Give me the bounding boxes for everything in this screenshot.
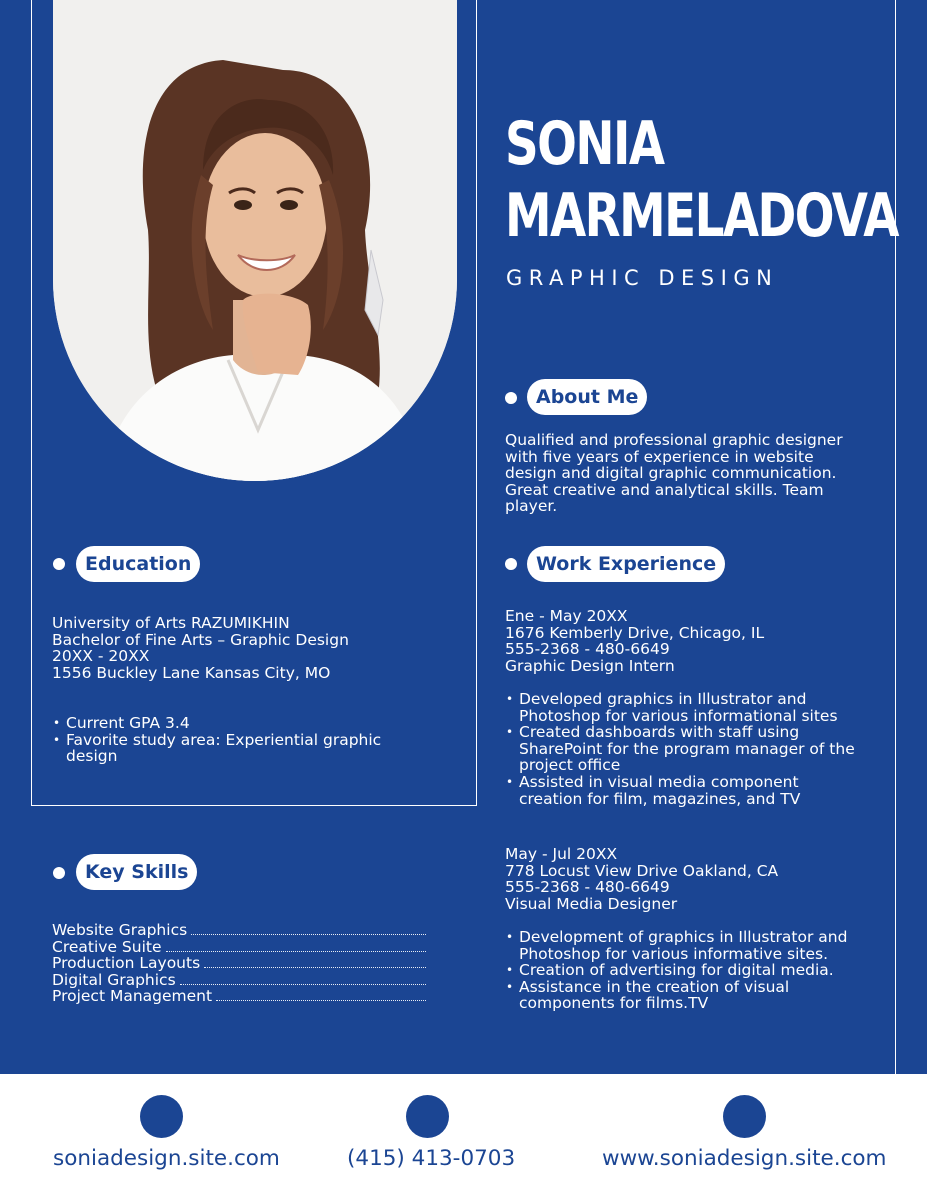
skills-list: [52, 922, 426, 1005]
education-line: Bachelor of Fine Arts – Graphic Design: [52, 630, 349, 649]
education-heading: Education: [76, 546, 200, 582]
list-item: [506, 724, 855, 774]
job-line: 555-2368 - 480-6649: [505, 640, 670, 659]
candidate-name: [505, 108, 898, 252]
about-line: player.: [505, 497, 558, 516]
dot-leader: [191, 923, 426, 935]
job-1-details: [505, 608, 764, 674]
about-line: design and digital graphic communication.: [505, 464, 837, 483]
footer-website-link[interactable]: soniadesign.site.com: [53, 1146, 280, 1171]
skill-row: [52, 972, 426, 989]
bullet-line: design: [66, 747, 118, 766]
profile-photo: [53, 0, 457, 481]
education-line: University of Arts RAZUMIKHIN: [52, 614, 290, 632]
job-line: 1676 Kemberly Drive, Chicago, IL: [505, 623, 765, 642]
education-details: [52, 615, 349, 681]
job-line: Visual Media Designer: [505, 894, 678, 913]
skill-label: Creative Suite: [52, 937, 162, 956]
education-bullet-dot: [53, 558, 65, 570]
skill-label: Project Management: [52, 987, 213, 1006]
bullet-line: creation for film, magazines, and TV: [519, 789, 801, 808]
bullet-line: • Created dashboards with staff using: [519, 723, 800, 742]
bullet-line: SharePoint for the program manager of the: [519, 739, 855, 758]
dot-leader: [166, 940, 427, 952]
job-line: 555-2368 - 480-6649: [505, 878, 670, 897]
job-1-bullets: [506, 691, 855, 807]
skill-row: [52, 988, 426, 1005]
skill-label: Digital Graphics: [52, 970, 176, 989]
dot-leader: [216, 989, 426, 1001]
footer-phone[interactable]: (415) 413-0703: [347, 1146, 516, 1171]
work-bullet-dot: [505, 558, 517, 570]
list-item: [506, 979, 847, 1012]
about-line: Great creative and analytical skills. Team: [505, 480, 824, 499]
bullet-line: project office: [519, 756, 621, 775]
skills-bullet-dot: [53, 867, 65, 879]
dot-leader: [204, 956, 426, 968]
globe-icon: [140, 1095, 183, 1138]
about-line: Qualified and professional graphic designer: [505, 431, 843, 449]
job-2-bullets: [506, 929, 847, 1012]
skill-label: Production Layouts: [52, 954, 201, 973]
education-bullets: [53, 715, 381, 765]
job-line: Graphic Design Intern: [505, 656, 675, 675]
job-line: May - Jul 20XX: [505, 845, 618, 863]
dot-leader: [180, 973, 426, 985]
bullet-line: • Assistance in the creation of visual: [519, 977, 790, 996]
candidate-role: GRAPHIC DESIGN: [506, 266, 779, 290]
list-item: [506, 774, 855, 807]
bullet-line: Photoshop for various informative sites.: [519, 944, 829, 963]
list-item: [53, 732, 381, 765]
bullet-line: • Favorite study area: Experiential graphic: [66, 730, 382, 749]
job-2-details: [505, 846, 778, 912]
bullet-line: Photoshop for various informational sites: [519, 706, 838, 725]
education-line: 1556 Buckley Lane Kansas City, MO: [52, 663, 331, 682]
skill-row: [52, 955, 426, 972]
bullet-line: • Development of graphics in Illustrator and: [519, 928, 848, 946]
education-line: 20XX - 20XX: [52, 647, 150, 666]
phone-icon: [406, 1095, 449, 1138]
skill-row: [52, 922, 426, 939]
list-item: [506, 929, 847, 962]
name-line-1: SONIA: [505, 109, 664, 179]
bullet-line: • Creation of advertising for digital media.: [519, 961, 834, 980]
list-item: [506, 962, 847, 979]
bullet-line: components for films.TV: [519, 994, 709, 1013]
bullet-line: • Assisted in visual media component: [519, 772, 799, 791]
about-text: [505, 432, 843, 515]
bullet-line: • Current GPA 3.4: [66, 714, 190, 732]
name-line-2: MARMELADOVA: [505, 181, 898, 251]
about-line: with five years of experience in website: [505, 447, 814, 466]
footer-website2-link[interactable]: www.soniadesign.site.com: [602, 1146, 887, 1171]
about-heading: About Me: [527, 379, 647, 415]
job-line: Ene - May 20XX: [505, 607, 628, 625]
web-icon: [723, 1095, 766, 1138]
job-line: 778 Locust View Drive Oakland, CA: [505, 861, 779, 880]
about-bullet-dot: [505, 392, 517, 404]
list-item: [506, 691, 855, 724]
skills-heading: Key Skills: [76, 854, 197, 890]
skill-label: Website Graphics: [52, 921, 188, 939]
skill-row: [52, 939, 426, 956]
bullet-line: • Developed graphics in Illustrator and: [519, 690, 807, 708]
list-item: [53, 715, 381, 732]
work-heading: Work Experience: [527, 546, 725, 582]
